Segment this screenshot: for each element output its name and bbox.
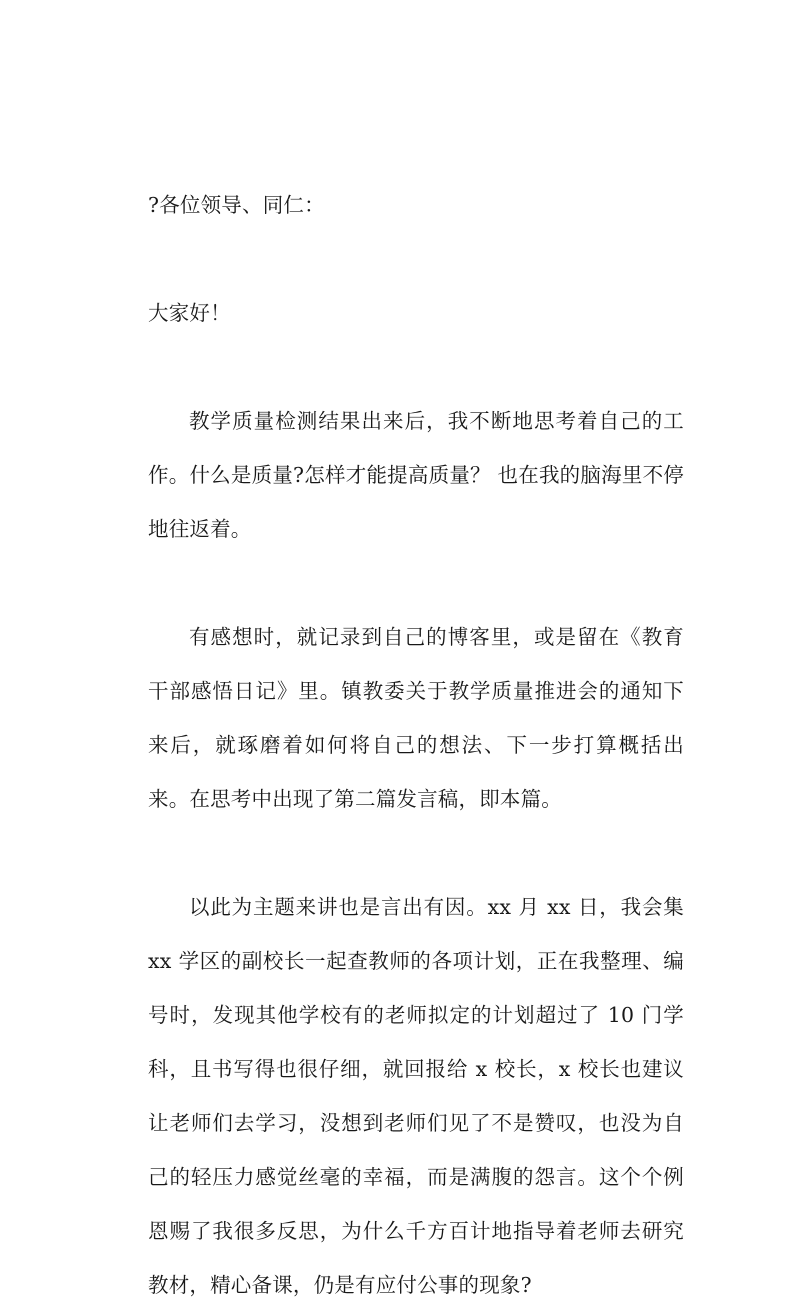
- paragraph-body-3: 以此为主题来讲也是言出有因。xx 月 xx 日，我会集 xx 学区的副校长一起查教师的各项计划，正在我整理、编号时，发现其他学校有的老师拟定的计划超过了 10 门学科，且书写得也很仔细，就回报给 x 校长，x 校长也建议让老师们去学习，没想到老师们见了不是赞叹，也没为自己的轻压力感觉丝毫的幸福，而是满腹的怨言。这个个例恩赐了我很多反思，为什么千方百计地指导着老师去研究教材，精心备课，仍是有应付公事的现象?: [148, 895, 684, 1297]
- document-body: [148, 178, 684, 1312]
- paragraph-body-1: 教学质量检测结果出来后，我不断地思考着自己的工作。什么是质量?怎样才能提高质量？ 也在我的脑海里不停地往返着。: [148, 409, 684, 541]
- paragraph-body-2: 有感想时，就记录到自己的博客里，或是留在《教育干部感悟日记》里。镇教委关于教学质量推进会的通知下来后，就琢磨着如何将自己的想法、下一步打算概括出来。在思考中出现了第二篇发言稿，即本篇。: [148, 625, 684, 811]
- paragraph-salutation: ?各位领导、同仁：: [148, 193, 325, 217]
- paragraph-greeting: 大家好！: [148, 301, 231, 325]
